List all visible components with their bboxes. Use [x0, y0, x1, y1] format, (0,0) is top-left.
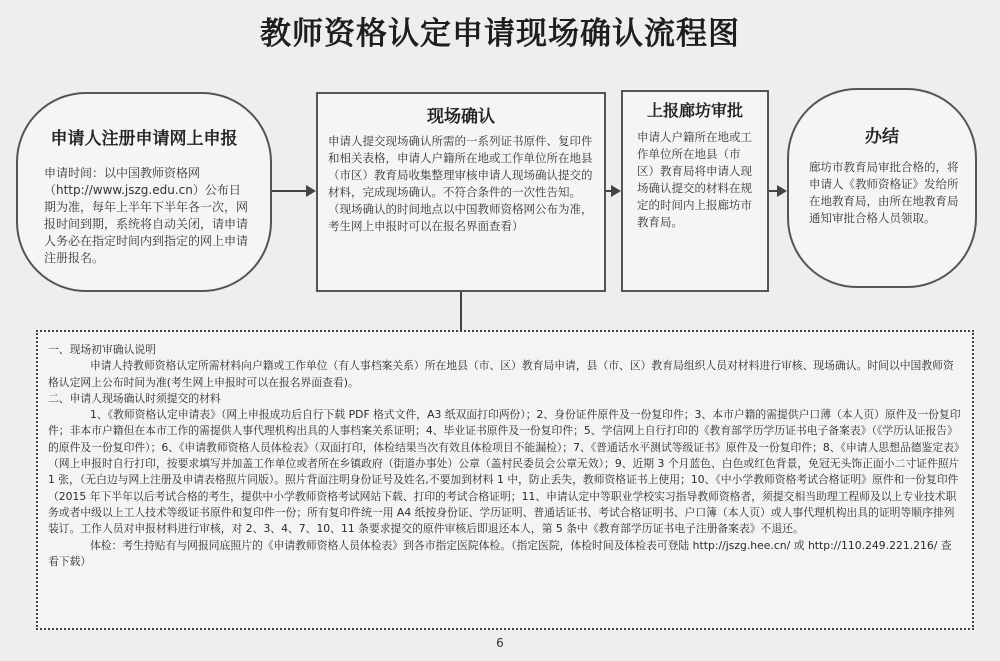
stage-register-text: 申请时间：以中国教师资格网（http://www.jszg.edu.cn）公布日期为准，每年上半年下半年各一次，网报时间到期，系统将自动关闭，请申请人务必在指定时间内到指定的网上申请注册报名。	[44, 166, 249, 265]
page-number: 6	[496, 636, 504, 650]
stage-finish-title: 办结	[865, 127, 899, 147]
stage-finish-text: 廊坊市教育局审批合格的，将申请人《教师资格证》发给所在地教育局，由所在地教育局通知审批合格人员领取。	[809, 160, 959, 225]
arrow-confirm-to-report	[606, 190, 619, 192]
arrow-report-to-finish	[769, 190, 785, 192]
arrow-register-to-confirm	[272, 190, 314, 192]
stage-confirm-text: 申请人提交现场确认所需的一系列证书原件、复印件和相关表格，申请人户籍所在地或工作单位所在地县（市区）教育局收集整理审核申请人现场确认提交的材料，完成现场确认。不符合条件的一次性告知。（现场确认的时间地点以中国教师资格网公布为准，考生网上申报时可以在报名界面查看）	[328, 134, 593, 233]
stage-register	[16, 92, 272, 292]
page-title: 教师资格认定申请现场确认流程图	[260, 16, 740, 52]
stage-report-title: 上报廊坊审批	[646, 101, 743, 120]
notes-box	[36, 330, 974, 630]
stage-confirm-title: 现场确认	[427, 107, 495, 127]
stage-finish	[787, 88, 977, 288]
notes-heading-2: 二、申请人现场确认时须提交的材料	[48, 391, 221, 405]
connector-confirm-to-notes	[460, 292, 462, 330]
stage-report-text: 申请人户籍所在地或工作单位所在地县（市区）教育局将申请人现场确认提交的材料在规定的时间内上报廊坊市教育局。	[637, 130, 752, 229]
notes-paragraph-2: 1、《教师资格认定申请表》（网上申报成功后自行下载 PDF 格式文件，A3 纸双面打印两份）；2、身份证件原件及一份复印件；3、本市户籍的需提供户口薄（本人页）原件及一份复印件；非本市户籍但在本市工作的需提供人事代理机构出具的人事档案关系证明；4、毕业证书原件及一份复印件；5、学信网上自行打印的《教育部学历学历证书电子备案表》（《学历认证报告》的原件及一份复印件）；6、《申请教师资格人员体检表》（双面打印，体检结果当次有效且体检项目不能漏检）；7、《普通话水平测试等级证书》原件及一份复印件；8、《申请人思想品德鉴定表》（网上申报时自行打印，按要求填写并加盖工作单位或者所在乡镇政府（街道办事处）公章（盖村民委员会公章无效）；9、近期 3 个月蓝色、白色或红色背景，免冠无头饰正面小二寸证件照片 1 张，（无白边与网上注册及申请表格照片同版）。照片背面注明身份证号及姓名,不要加到材料 1 中，防止丢失，教师资格证书上使用；10、《中小学教师资格考试合格证明》原件和一份复印件（2015 年下半年以后考试合格的考生，提供中小学教师资格考试网站下载、打印的考试合格证明；11、申请认定中等职业学校实习指导教师资格者，须提交相当助理工程师及以上专业技术职务或者中级以上工人技术等级证书原件和复印件一份；所有复印件统一用 A4 纸按身份证、学历证明、普通话证书、考试合格证明书、户口簿（本人页）或人事代理机构出具的证明等顺序排列装订。工作人员对申报材料进行审核，对 2、3、4、7、10、11 条要求提交的原件审核后即退还本人，第 5 条中《教育部学历证书电子注册备案表》不退还。	[48, 408, 961, 536]
stage-report	[621, 90, 769, 292]
notes-heading-1: 一、现场初审确认说明	[48, 343, 156, 356]
stage-confirm	[316, 92, 606, 292]
notes-paragraph-1: 申请人持教师资格认定所需材料向户籍或工作单位（有人事档案关系）所在地县（市、区）教育局申请，县（市、区）教育局组织人员对材料进行审核、现场确认。时间以中国教师资格认定网上公布时间为准(考生网上申报时可以在报名界面查看)。	[48, 359, 954, 389]
stage-register-title: 申请人注册申请网上申报	[50, 129, 238, 149]
notes-paragraph-3: 体检：考生持贴有与网报同底照片的《申请教师资格人员体检表》到各市指定医院体检。（指定医院，体检时间及体检表可登陆 http://jszg.hee.cn/ 或 http://110.249.221.216/ 查看下载）	[48, 538, 952, 568]
